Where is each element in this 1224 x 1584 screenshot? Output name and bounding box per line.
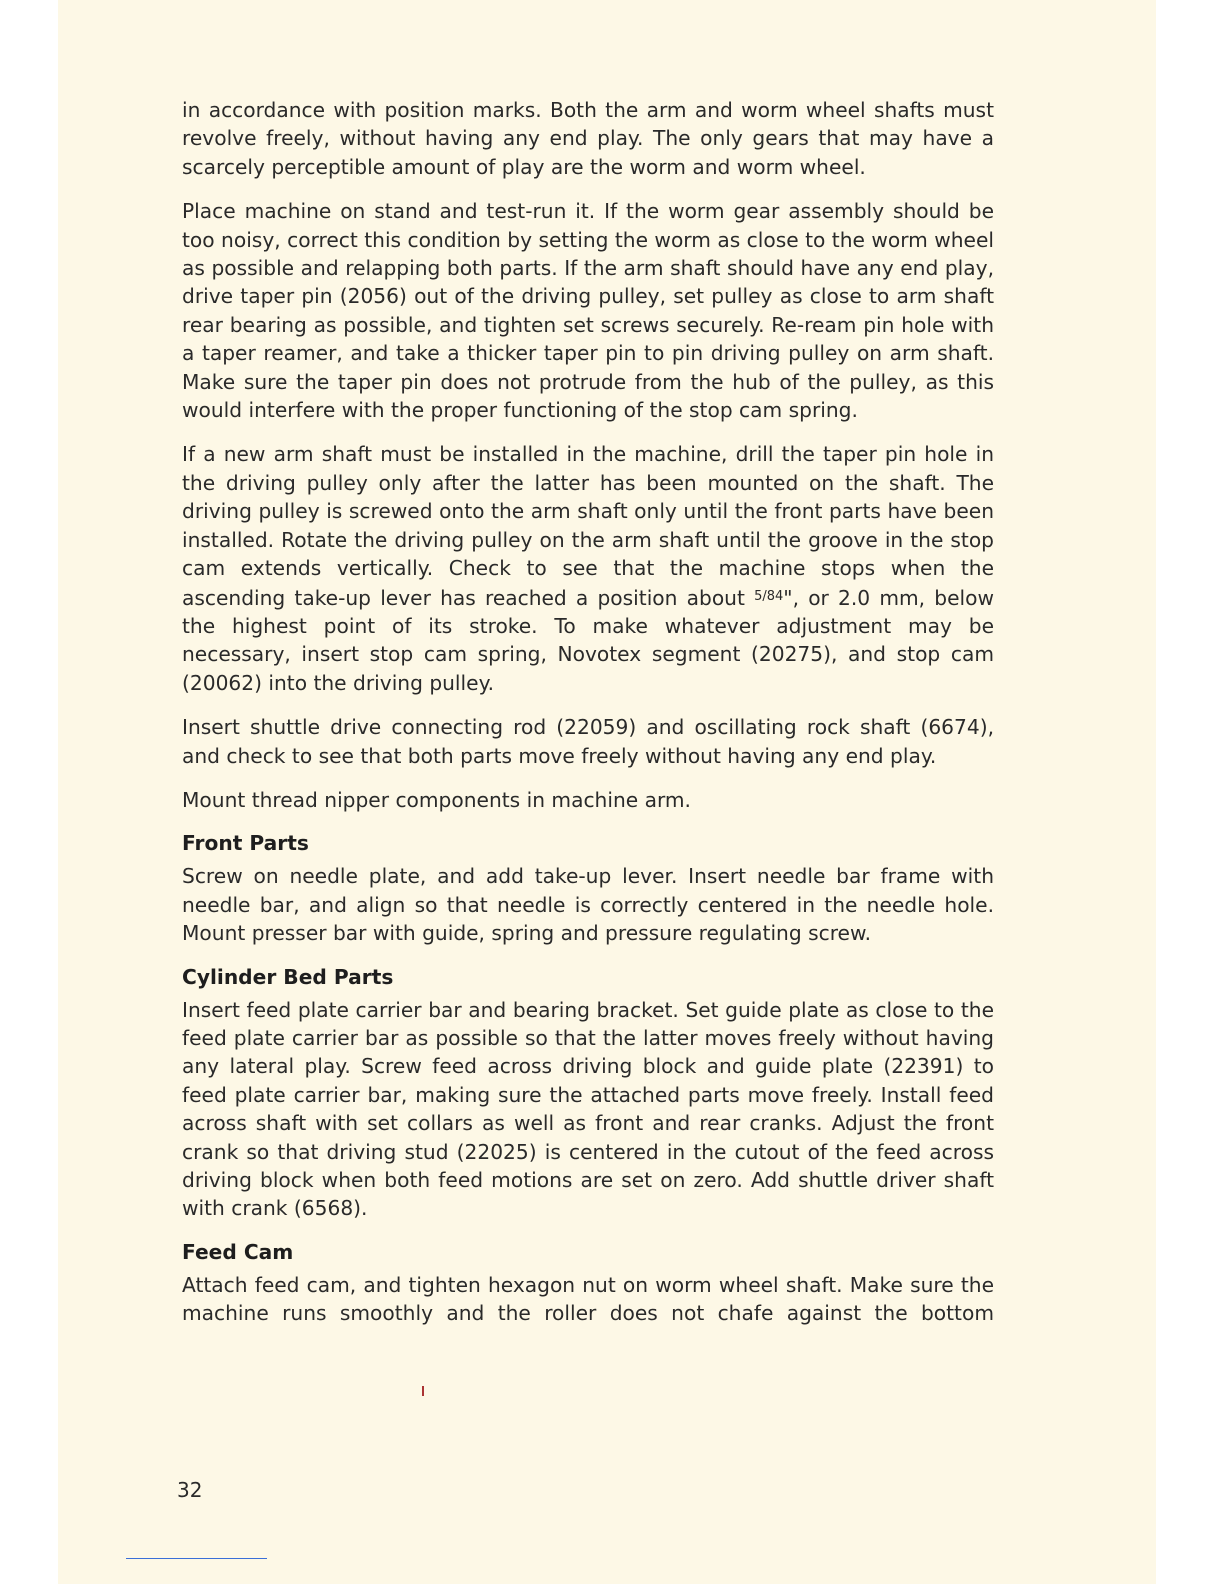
page-number: 32 <box>177 1478 203 1502</box>
paragraph-feed-cam: Attach feed cam, and tighten hexagon nut on worm wheel shaft. Make sure the machine runs smoothly and the roller does not chafe against the bottom <box>182 1272 994 1326</box>
paragraph-cylinder-bed-parts: Insert feed plate carrier bar and bearing bracket. Set guide plate as close to the feed plate carrier bar as possible so that the latter moves freely without having any lateral play. Screw feed across driving block and guide plate (22391) to feed plate carrier bar, making sure the attached parts move freely. Install feed across shaft with set collars as well as front and rear cranks. Adjust the front crank so that driving stud (22025) is centered in the cutout of the feed across driving block when both feed motions are set on zero. Add shuttle driver shaft with crank (6568). <box>182 997 994 1221</box>
paragraph-position-marks: in accordance with position marks. Both the arm and worm wheel shafts must revolve freely, without having any end play. The only gears that may have a scarcely perceptible amount of play are the worm and worm wheel. <box>182 98 994 179</box>
paragraph-shuttle-drive: Insert shuttle drive connecting rod (22059) and oscillating rock shaft (6674), and check to see that both parts move freely without having any end play. <box>182 715 994 768</box>
heading-cylinder-bed-parts: Cylinder Bed Parts <box>182 964 394 989</box>
paragraph-new-arm-shaft-part-1: If a new arm shaft must be installed in the machine, drill the taper pin hole in the driving pulley only after the latter has been mounted on the shaft. The driving pulley is screwed onto the arm shaft only until the front parts have been installed. Rotate the driving pulley on the arm shaft until the groove in the stop cam extends vertically. Check to see that the machine stops when the ascending take-up lever has reached a position about <box>182 442 994 610</box>
paragraph-new-arm-shaft-part-2: ", or 2.0 mm, below the highest point of its stroke. To make whatever adjustment may be necessary, insert stop cam spring, Novotex segment (20275), and stop cam (20062) into the driving pulley. <box>182 585 994 695</box>
heading-front-parts: Front Parts <box>182 831 309 856</box>
bottom-rule <box>126 1558 267 1559</box>
paragraph-thread-nipper: Mount thread nipper components in machine arm. <box>182 787 691 812</box>
paragraph-test-run: Place machine on stand and test-run it. If the worm gear assembly should be too noisy, correct this condition by setting the worm as close to the worm wheel as possible and relapping both parts. If the arm shaft should have any end play, drive taper pin (2056) out of the driving pulley, set pulley as close to arm shaft rear bearing as possible, and tighten set screws securely. Re-ream pin hole with a taper reamer, and take a thicker taper pin to pin driving pulley on arm shaft. Make sure the taper pin does not protrude from the hub of the pulley, as this would interfere with the proper functioning of the stop cam spring. <box>182 199 994 423</box>
scan-mark <box>422 1386 424 1396</box>
paragraph-new-arm-shaft <box>182 440 994 697</box>
heading-feed-cam: Feed Cam <box>182 1239 294 1264</box>
paragraph-front-parts: Screw on needle plate, and add take-up lever. Insert needle bar frame with needle bar, and align so that needle is correctly centered in the needle hole. Mount presser bar with guide, spring and pressure regulating screw. <box>182 864 994 946</box>
fraction-five-eighty-fourths: 5/84 <box>754 588 784 604</box>
text-column <box>182 96 994 1344</box>
